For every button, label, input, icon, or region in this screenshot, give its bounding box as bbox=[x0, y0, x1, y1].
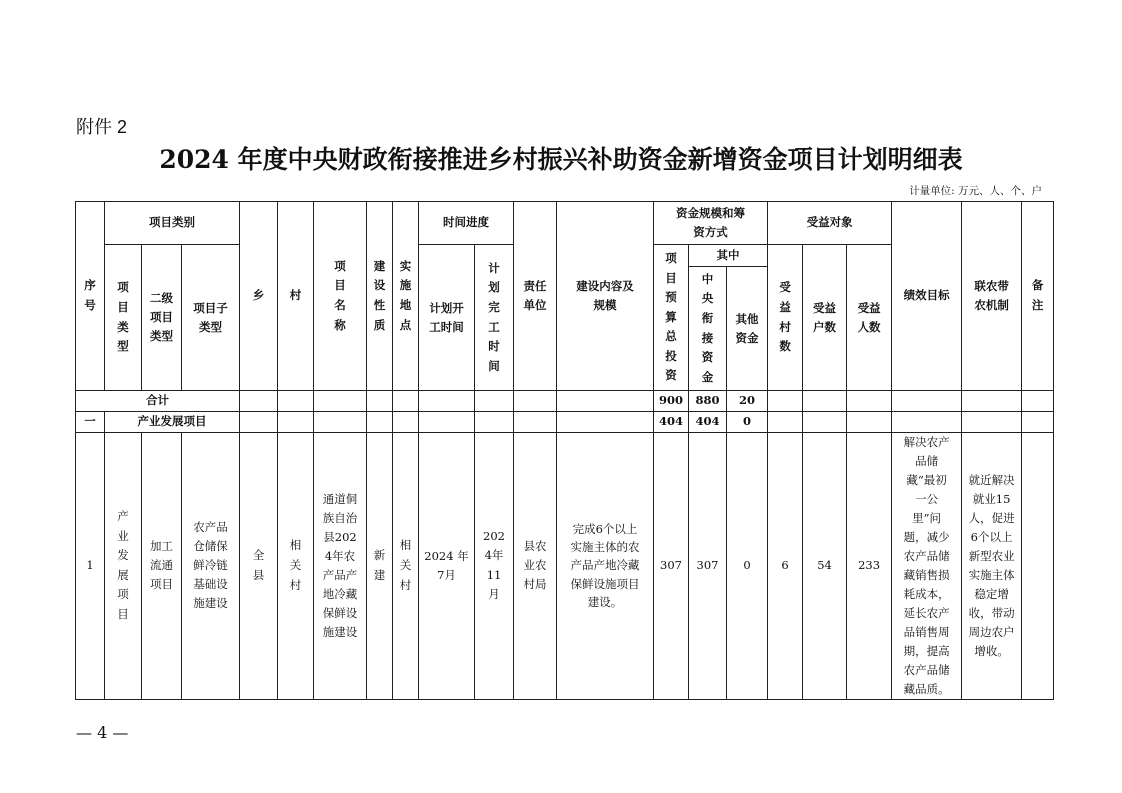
empty-cell bbox=[1022, 412, 1054, 433]
cell-plan-start: 2024 年 7月 bbox=[419, 433, 475, 700]
cell-construction-nature: 新建 bbox=[367, 433, 393, 700]
cell-plan-finish: 2024年11月 bbox=[475, 433, 514, 700]
empty-cell bbox=[803, 391, 847, 412]
cell-content-scale: 完成6个以上实施主体的农产品产地冷藏保鲜设施项目建设。 bbox=[557, 433, 654, 700]
empty-cell bbox=[557, 391, 654, 412]
empty-cell bbox=[278, 412, 314, 433]
empty-cell bbox=[314, 412, 367, 433]
empty-cell bbox=[803, 412, 847, 433]
empty-cell bbox=[475, 412, 514, 433]
cell-linkage: 就近解决就业15人，促进6个以上新型农业实施主体稳定增收，带动周边农户增收。 bbox=[962, 433, 1022, 700]
empty-cell bbox=[1022, 391, 1054, 412]
empty-cell bbox=[847, 412, 892, 433]
page-title: 2024 年度中央财政衔接推进乡村振兴补助资金新增资金项目计划明细表 bbox=[159, 145, 963, 174]
category-seq: 一 bbox=[76, 412, 105, 433]
empty-cell bbox=[367, 391, 393, 412]
header-linkage: 联农带农机制 bbox=[962, 202, 1022, 391]
cell-benefit-households: 54 bbox=[803, 433, 847, 700]
attachment-label: 附件 2 bbox=[76, 117, 128, 137]
empty-cell bbox=[419, 391, 475, 412]
header-other-funds: 其他资金 bbox=[727, 267, 768, 391]
cell-central-funds: 307 bbox=[689, 433, 727, 700]
header-project-name: 项目名称 bbox=[314, 202, 367, 391]
cell-total-budget: 307 bbox=[654, 433, 689, 700]
empty-cell bbox=[892, 391, 962, 412]
empty-cell bbox=[962, 391, 1022, 412]
cell-sub-type: 农产品仓储保鲜冷链基础设施建设 bbox=[182, 433, 240, 700]
header-seq: 序号 bbox=[76, 202, 105, 391]
header-funding: 资金规模和筹资方式 bbox=[654, 202, 768, 245]
empty-cell bbox=[768, 391, 803, 412]
header-benefit-households: 受益户数 bbox=[803, 245, 847, 391]
empty-cell bbox=[514, 412, 557, 433]
header-responsible-unit: 责任单位 bbox=[514, 202, 557, 391]
plan-table bbox=[75, 201, 1054, 700]
empty-cell bbox=[962, 412, 1022, 433]
cell-benefit-people: 233 bbox=[847, 433, 892, 700]
category-other-funds: 0 bbox=[727, 412, 768, 433]
plan-table-container bbox=[75, 201, 1053, 700]
cell-location: 相关村 bbox=[393, 433, 419, 700]
total-central-funds-value: 880 bbox=[689, 391, 727, 412]
header-content-scale: 建设内容及规模 bbox=[557, 202, 654, 391]
empty-cell bbox=[514, 391, 557, 412]
empty-cell bbox=[278, 391, 314, 412]
header-location: 实施地点 bbox=[393, 202, 419, 391]
header-beneficiaries: 受益对象 bbox=[768, 202, 892, 245]
empty-cell bbox=[314, 391, 367, 412]
cell-other-funds: 0 bbox=[727, 433, 768, 700]
cell-remarks bbox=[1022, 433, 1054, 700]
header-plan-finish: 计划完工时间 bbox=[475, 245, 514, 391]
empty-cell bbox=[847, 391, 892, 412]
header-sub-type: 项目子类型 bbox=[182, 245, 240, 391]
header-remarks: 备注 bbox=[1022, 202, 1054, 391]
empty-cell bbox=[557, 412, 654, 433]
header-benefit-villages: 受益村数 bbox=[768, 245, 803, 391]
empty-cell bbox=[393, 412, 419, 433]
total-label: 合计 bbox=[76, 391, 240, 412]
cell-project-type: 产业发展项目 bbox=[105, 433, 142, 700]
header-performance: 绩效目标 bbox=[892, 202, 962, 391]
page-number: — 4 — bbox=[76, 723, 129, 742]
table-row bbox=[76, 433, 1054, 700]
header-township: 乡 bbox=[240, 202, 278, 391]
header-plan-start: 计划开工时间 bbox=[419, 245, 475, 391]
unit-note: 计量单位: 万元、人、个、户 bbox=[909, 185, 1042, 197]
table-row-category bbox=[76, 412, 1054, 433]
cell-responsible-unit: 县农业农村局 bbox=[514, 433, 557, 700]
empty-cell bbox=[768, 412, 803, 433]
cell-village: 相关村 bbox=[278, 433, 314, 700]
cell-township: 全县 bbox=[240, 433, 278, 700]
header-benefit-people: 受益人数 bbox=[847, 245, 892, 391]
empty-cell bbox=[393, 391, 419, 412]
cell-seq: 1 bbox=[76, 433, 105, 700]
category-central-funds: 404 bbox=[689, 412, 727, 433]
header-total-budget: 项目预算总投资 bbox=[654, 245, 689, 391]
empty-cell bbox=[475, 391, 514, 412]
total-budget-value: 900 bbox=[654, 391, 689, 412]
total-other-funds-value: 20 bbox=[727, 391, 768, 412]
cell-secondary-type: 加工流通项目 bbox=[142, 433, 182, 700]
header-central-funds: 中央衔接资金 bbox=[689, 267, 727, 391]
header-construction-nature: 建设性质 bbox=[367, 202, 393, 391]
cell-benefit-villages: 6 bbox=[768, 433, 803, 700]
header-of-which: 其中 bbox=[689, 245, 768, 267]
empty-cell bbox=[892, 412, 962, 433]
header-village: 村 bbox=[278, 202, 314, 391]
header-schedule: 时间进度 bbox=[419, 202, 514, 245]
category-total-budget: 404 bbox=[654, 412, 689, 433]
category-label: 产业发展项目 bbox=[105, 412, 240, 433]
empty-cell bbox=[419, 412, 475, 433]
empty-cell bbox=[367, 412, 393, 433]
table-row-total bbox=[76, 391, 1054, 412]
header-project-type: 项目类型 bbox=[105, 245, 142, 391]
cell-project-name: 通道侗族自治县2024年农产品产地冷藏保鲜设施建设 bbox=[314, 433, 367, 700]
cell-performance: 解决农产品储藏“最初一公里”问题，减少农产品储藏销售损耗成本，延长农产品销售周期，提高农产品储藏品质。 bbox=[892, 433, 962, 700]
header-project-category: 项目类别 bbox=[105, 202, 240, 245]
empty-cell bbox=[240, 412, 278, 433]
header-secondary-type: 二级项目类型 bbox=[142, 245, 182, 391]
empty-cell bbox=[240, 391, 278, 412]
